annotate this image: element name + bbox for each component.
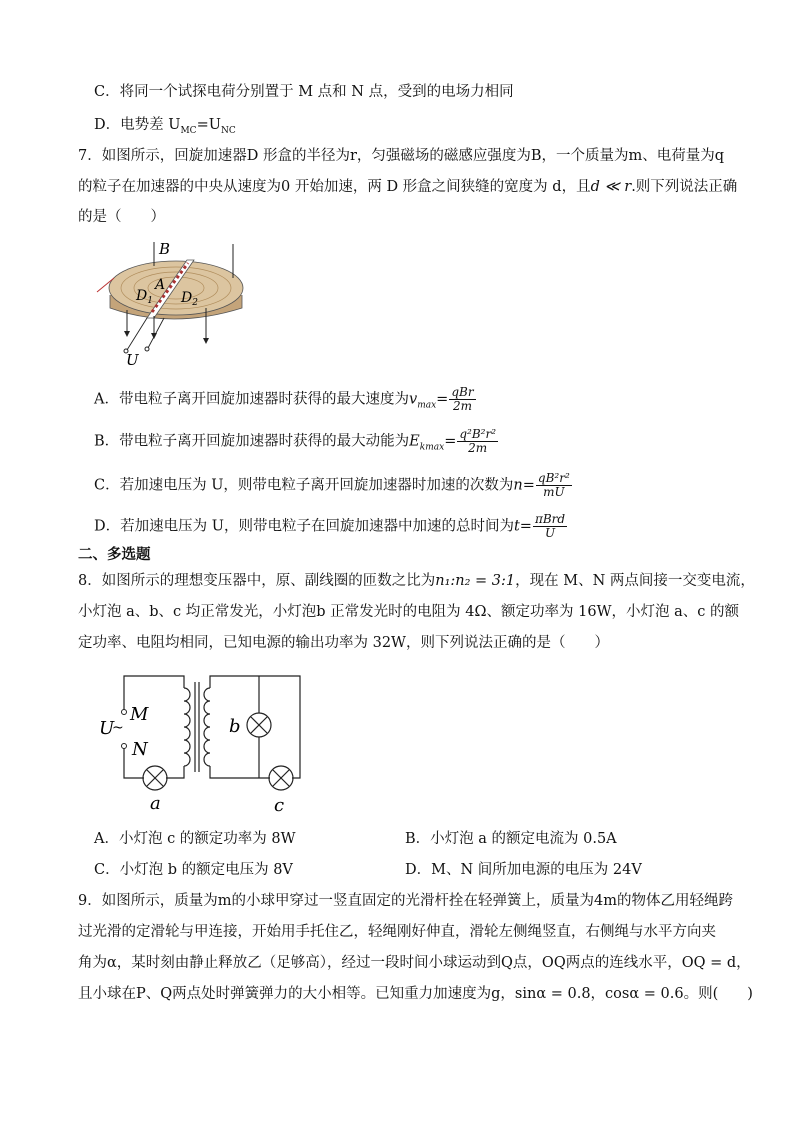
label-N: N	[132, 739, 148, 760]
label-M: M	[130, 704, 149, 725]
label-c: c	[274, 795, 285, 816]
q8-stem-line3: 定功率、电阻均相同，已知电源的输出功率为 32W，则下列说法正确的是（ ）	[78, 635, 609, 651]
q7-stem-line2: 的粒子在加速器的中央从速度为0 开始加速，两 D 形盒之间狭缝的宽度为 d，且d ≪ r.则下列说法正确	[78, 179, 738, 195]
q8-stem-line1: 8．如图所示的理想变压器中，原、副线圈的匝数之比为n₁:n₂ = 3:1，现在 M、N 两点间接一交变电流，	[78, 573, 755, 589]
q6-option-d: D．电势差 $U_{MC}=U_{NC}$	[94, 117, 236, 136]
label-U: U	[99, 718, 115, 739]
q8-option-c: C．小灯泡 b 的额定电压为 8V	[94, 862, 293, 878]
label-tilde: ~	[112, 720, 124, 736]
label-A: A	[155, 277, 166, 293]
q7-stem-line1: 7．如图所示，回旋加速器D 形盒的半径为r，匀强磁场的磁感应强度为B，一个质量为m、电荷量为q	[78, 148, 725, 164]
label-B: B	[159, 240, 171, 258]
q7-option-d: D．若加速电压为 U，则带电粒子在回旋加速器中加速的总时间为t= $\frac{\text{πBrd}}{U}$	[94, 512, 566, 540]
q8-option-d: D．M、N 间所加电源的电压为 24V	[405, 862, 642, 878]
q9-stem-line1: 9．如图所示，质量为m的小球甲穿过一竖直固定的光滑杆拴在轻弹簧上，质量为4m的物体乙用轻绳跨	[78, 893, 733, 909]
q8-stem-line2: 小灯泡 a、b、c 均正常发光，小灯泡b 正常发光时的电阻为 4Ω、额定功率为 16W，小灯泡 a、c 的额	[78, 604, 739, 620]
q9-stem-line4: 且小球在P、Q两点处时弹簧弹力的大小相等。已知重力加速度为g，sinα = 0.8，cosα = 0.6。则( )	[78, 986, 753, 1002]
q7-option-b: B．带电粒子离开回旋加速器时获得的最大动能为$E_{kmax}=$ $\frac{\text{q²B²r²}}{2m}$	[94, 427, 497, 455]
label-D2: $D_2$	[181, 290, 198, 308]
q6-option-c: C．将同一个试探电荷分别置于 M 点和 N 点，受到的电场力相同	[94, 84, 514, 100]
q7-stem-line3: 的是（ ）	[78, 209, 165, 225]
label-a: a	[150, 793, 161, 814]
q8-option-b: B．小灯泡 a 的额定电流为 0.5A	[405, 831, 617, 847]
label-U: U	[126, 351, 139, 368]
cyclotron-figure	[92, 238, 272, 368]
q7-option-a: A．带电粒子离开回旋加速器时获得的最大速度为$v_{max}=$ $\frac{\text{qBr}}{2m}$	[94, 385, 474, 413]
label-D1: $D_1$	[136, 288, 153, 306]
label-b: b	[229, 716, 241, 737]
q7-option-c: C．若加速电压为 U，则带电粒子离开回旋加速器时加速的次数为n= $\frac{\text{qB²r²}}{mU}$	[94, 471, 570, 499]
q9-stem-line2: 过光滑的定滑轮与甲连接，开始用手托住乙，轻绳刚好伸直，滑轮左侧绳竖直，右侧绳与水平方向夹	[78, 924, 716, 940]
q9-stem-line3: 角为α，某时刻由静止释放乙（足够高），经过一段时间小球运动到Q点，OQ两点的连线水平，OQ = d，	[78, 955, 751, 971]
section-title-multiple-choice: 二、多选题	[78, 547, 151, 563]
transformer-circuit-figure	[96, 668, 306, 816]
q8-option-a: A．小灯泡 c 的额定功率为 8W	[94, 831, 296, 847]
